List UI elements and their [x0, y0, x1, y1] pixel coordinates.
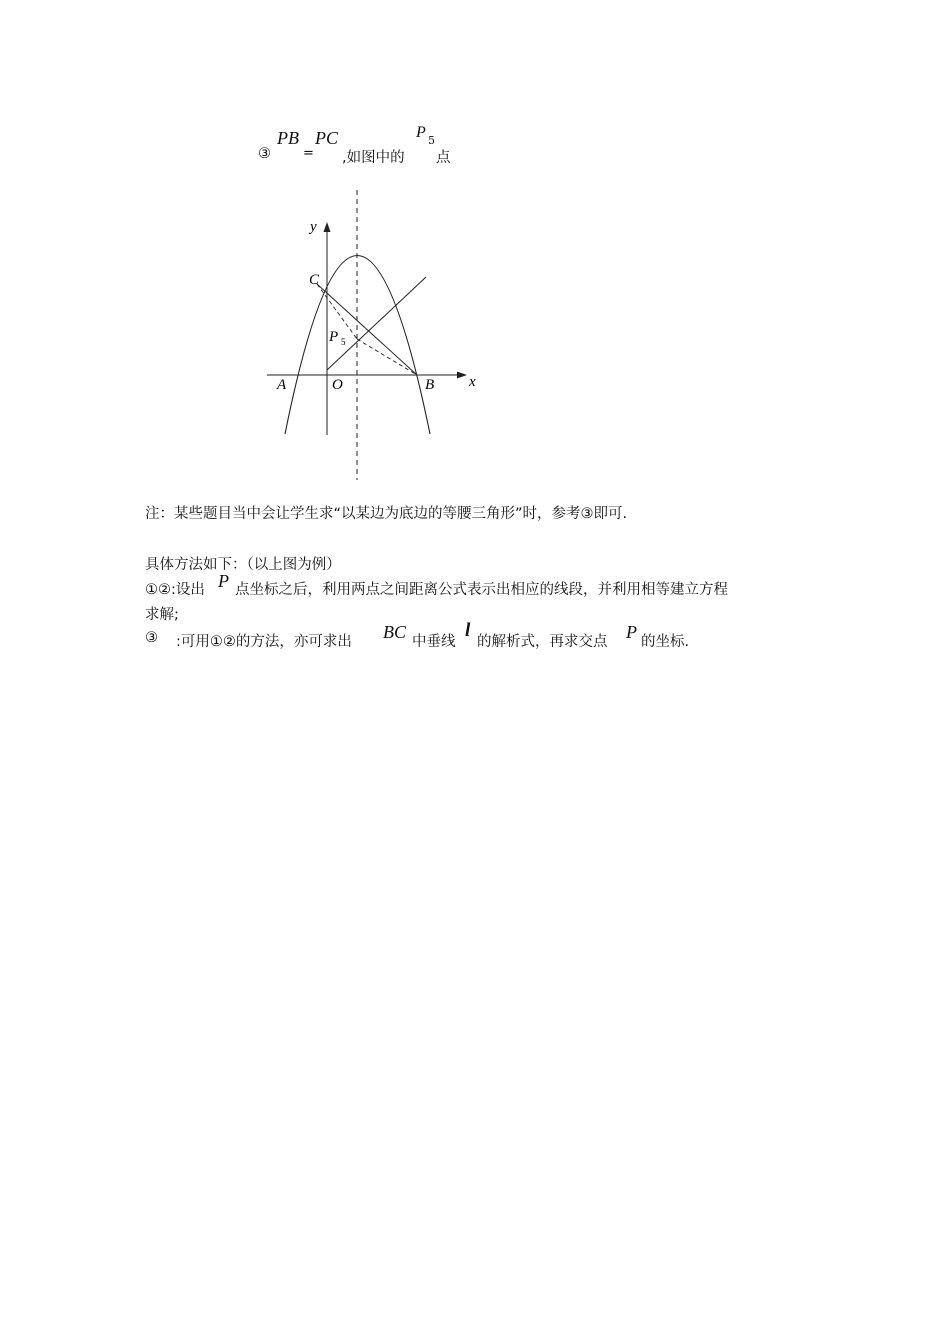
condition-tail: 点 — [436, 150, 451, 166]
label-y: y — [310, 219, 317, 235]
method-line1-text: 点坐标之后，利用两点之间距离公式表示出相应的线段，并利用相等建立方程 — [235, 582, 728, 598]
perpendicular-bisector — [327, 277, 426, 370]
method-line1-prefix: ①②:设出 — [145, 582, 205, 598]
label-p: P — [329, 329, 339, 345]
label-c: C — [309, 272, 320, 288]
var-p: P — [416, 124, 426, 141]
var-pb: PB — [277, 128, 299, 148]
condition-text: ,如图中的 — [342, 150, 405, 166]
var-pc: PC — [315, 128, 339, 148]
method-line3-b: 中垂线 — [412, 634, 456, 650]
parabola-figure — [0, 0, 950, 520]
x-axis-arrow — [457, 372, 467, 379]
method-title: 具体方法如下：（以上图为例） — [145, 557, 341, 573]
label-p-subscript: 5 — [341, 337, 346, 347]
method-line-2: 求解; — [145, 607, 179, 623]
subscript-5: 5 — [428, 134, 435, 147]
label-b: B — [425, 377, 435, 393]
method-var-bc: BC — [383, 622, 407, 642]
method-var-p2: P — [626, 622, 637, 642]
equals-sign: = — [303, 146, 314, 161]
label-a: A — [277, 377, 287, 393]
method-line3-a: :可用①②的方法，亦可求出 — [176, 634, 352, 650]
method-var-p: P — [218, 571, 229, 591]
circled-three: ③ — [258, 146, 271, 162]
method-line3-c: 的解析式，再求交点 — [477, 634, 608, 650]
method-var-l: l — [465, 620, 471, 641]
label-x: x — [469, 374, 476, 390]
label-o: O — [332, 377, 343, 393]
y-axis-arrow — [324, 222, 331, 232]
method-line3-d: 的坐标. — [641, 634, 690, 650]
method-circled-three: ③ — [145, 630, 158, 646]
note-text: 注：某些题目当中会让学生求“以某边为底边的等腰三角形”时，参考③即可. — [145, 506, 628, 522]
